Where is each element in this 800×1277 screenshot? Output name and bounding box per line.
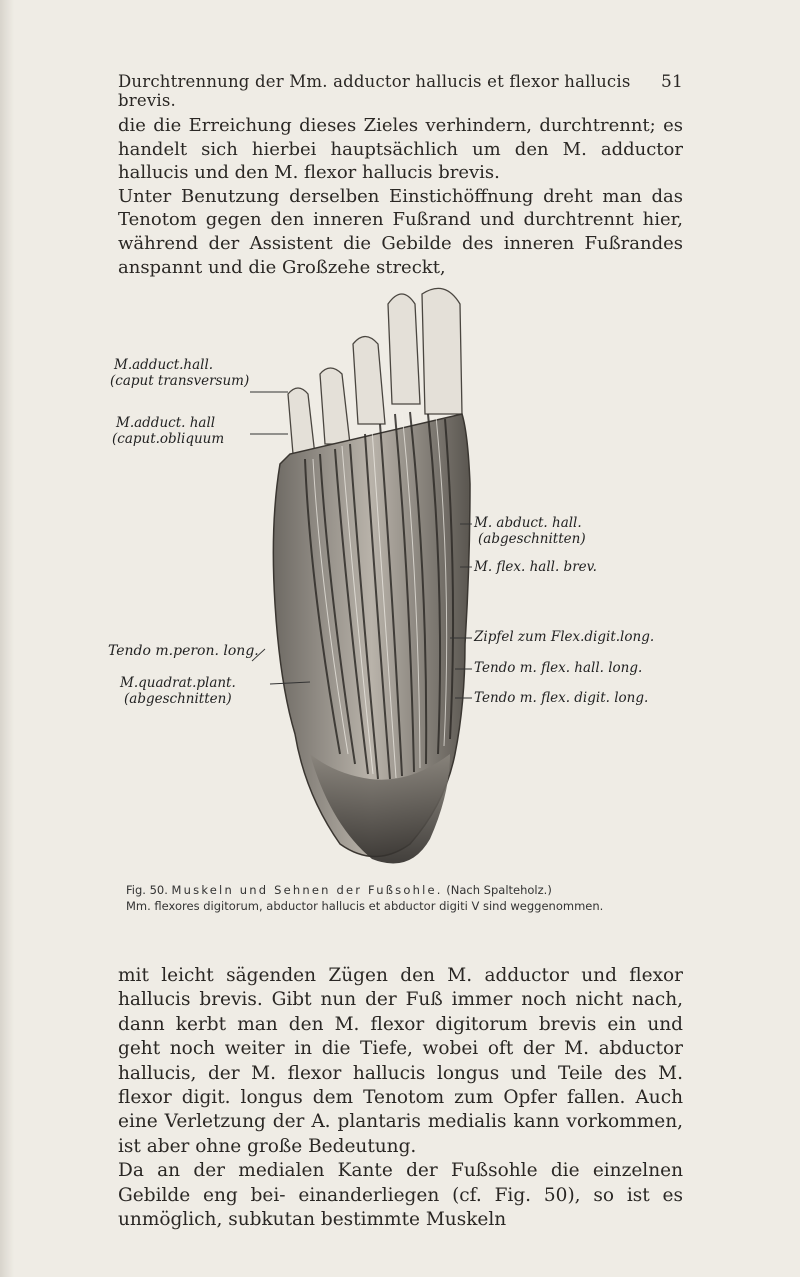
caption-line-2: Mm. flexores digitorum, abductor hallucis et abductor digiti V sind weggenommen.: [126, 899, 604, 913]
paragraph-bottom-text-1: mit leicht sägenden Zügen den M. adductor und flexor hallucis brevis. Gibt nun der Fuß immer noch nicht nach, dann kerbt man den M. flexor digitorum brevis ein und geht noch weiter in die Tiefe, wobei oft der M. abductor hallucis, der M. flexor hallucis longus und Teile des M. flexor digit. longus dem Tenotom zum Opfer fallen. Auch eine Verletzung der A. plantaris medialis kann vorkommen, ist aber ohne große Bedeutung.: [118, 965, 683, 1157]
label-adduct-transv-sub: (caput transversum): [110, 373, 250, 389]
paragraph-top: [118, 114, 683, 279]
running-header: [118, 72, 683, 110]
paragraph-top-text-1: die die Erreichung dieses Zieles verhindern, durchtrennt; es handelt sich hierbei hauptsächlich um den M. adductor hallucis und den M. flexor hallucis brevis.: [118, 115, 683, 184]
label-zipfel: Zipfel zum Flex.digit.long.: [474, 629, 655, 645]
label-adduct-obl: M.adduct. hall: [116, 415, 216, 431]
caption-fig-number: Fig. 50.: [126, 883, 168, 897]
paragraph-bottom: [118, 964, 683, 1232]
label-tendo-flex-hall: Tendo m. flex. hall. long.: [474, 660, 643, 676]
caption-line-1: [126, 882, 686, 898]
label-quadrat: M.quadrat.plant.: [120, 675, 236, 691]
label-adduct-transv: M.adduct.hall.: [114, 357, 214, 373]
caption-title: Muskeln und Sehnen der Fußsohle.: [171, 883, 443, 897]
figure-caption: [126, 882, 686, 914]
label-abduct-sub: (abgeschnitten): [478, 531, 586, 547]
label-quadrat-sub: (abgeschnitten): [124, 691, 232, 707]
caption-source: (Nach Spalteholz.): [446, 883, 552, 897]
label-adduct-obl-sub: (caput.obliquum: [112, 431, 225, 447]
label-abduct: M. abduct. hall.: [474, 515, 582, 531]
label-tendo-peron: Tendo m.peron. long.: [108, 643, 259, 659]
header-title: Durchtrennung der Mm. adductor hallucis et flexor hallucis brevis.: [118, 72, 631, 110]
paragraph-bottom-text-2: Da an der medialen Kante der Fußsohle die einzelnen Gebilde eng bei- einanderliegen (cf. Fig. 50), so ist es unmöglich, subkutan bestimmte Muskeln: [118, 1160, 683, 1231]
label-flex-brev: M. flex. hall. brev.: [474, 559, 597, 575]
anatomical-figure: [110, 284, 690, 874]
page-number: 51: [660, 72, 683, 92]
label-tendo-flex-digit: Tendo m. flex. digit. long.: [474, 690, 649, 706]
paragraph-top-text-2: Unter Benutzung derselben Einstichöffnung dreht man das Tenotom gegen den inneren Fußrand und durchtrennt hier, während der Assistent die Gebilde des inneren Fußrandes anspannt und die Großzehe streckt,: [118, 185, 683, 278]
page-binding-shadow: [0, 0, 14, 1277]
